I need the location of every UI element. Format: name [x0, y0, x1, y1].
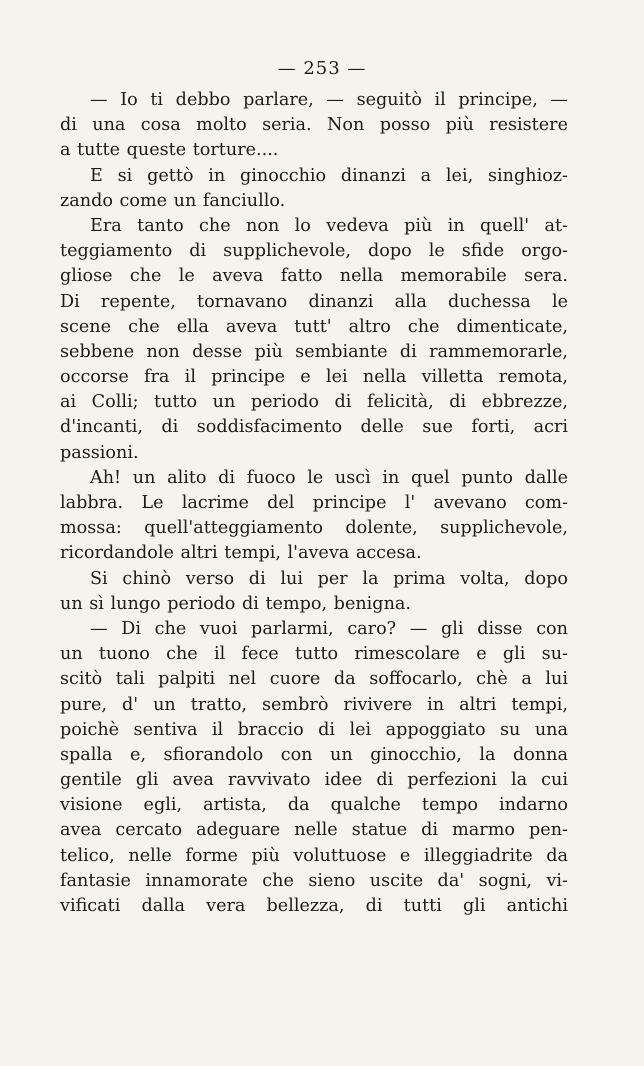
text-line: a tutte queste torture....	[60, 140, 279, 161]
text-line: un tuono che il fece tutto rimescolare e gli su-	[60, 644, 568, 665]
text-line: zando come un fanciullo.	[60, 190, 286, 211]
text-line: sebbene non desse più sembiante di rammemorarle,	[60, 341, 568, 362]
text-line: Di repente, tornavano dinanzi alla duchessa le	[60, 291, 568, 312]
text-line: vificati dalla vera bellezza, di tutti gli antichi	[60, 896, 568, 916]
body-text	[60, 88, 568, 919]
text-line: — Io ti debbo parlare, — seguitò il principe, —	[90, 90, 568, 110]
text-line: scitò tali palpiti nel cuore da soffocarlo, chè a lui	[60, 669, 568, 690]
text-line: di una cosa molto seria. Non posso più resistere	[60, 115, 568, 136]
text-line: — Di che vuoi parlarmi, caro? — gli disse con	[90, 618, 568, 639]
text-line: mossa: quell'atteggiamento dolente, supplichevole,	[60, 518, 568, 539]
text-line: Ah! un alito di fuoco le uscì in quel punto dalle	[90, 467, 568, 488]
text-line: d'incanti, di soddisfacimento delle sue forti, acri	[60, 417, 568, 438]
text-line: teggiamento di supplichevole, dopo le sfide orgo-	[60, 241, 568, 262]
text-line: pure, d' un tratto, sembrò rivivere in altri tempi,	[60, 694, 568, 715]
text-line: poichè sentiva il braccio di lei appoggiato su una	[60, 719, 568, 740]
text-line: passioni.	[60, 442, 139, 463]
text-line: ricordandole altri tempi, l'aveva accesa.	[60, 543, 422, 564]
text-line: spalla e, sfiorandolo con un ginocchio, la donna	[60, 744, 568, 765]
text-line: E si gettò in ginocchio dinanzi a lei, singhioz-	[90, 165, 568, 186]
text-line: Era tanto che non lo vedeva più in quell' at-	[90, 215, 568, 236]
text-line: occorse fra il principe e lei nella villetta remota,	[60, 367, 568, 388]
text-line: labbra. Le lacrime del principe l' avevano com-	[60, 493, 568, 513]
page-number: — 253 —	[277, 58, 367, 79]
text-line: gentile gli avea ravvivato idee di perfezioni la cui	[60, 770, 568, 791]
text-line: fantasie innamorate che sieno uscite da' sogni, vi-	[60, 870, 568, 891]
text-line: Si chinò verso di lui per la prima volta, dopo	[90, 568, 568, 589]
text-line: gliose che le aveva fatto nella memorabile sera.	[60, 266, 568, 287]
text-line: telico, nelle forme più voluttuose e illeggiadrite da	[60, 845, 568, 866]
text-line: avea cercato adeguare nelle statue di marmo pen-	[60, 820, 568, 841]
text-line: ai Colli; tutto un periodo di felicità, di ebbrezze,	[60, 392, 568, 413]
text-line: un sì lungo periodo di tempo, benigna.	[60, 593, 411, 614]
text-line: visione egli, artista, da qualche tempo indarno	[60, 795, 568, 816]
text-line: scene che ella aveva tutt' altro che dimenticate,	[60, 316, 568, 337]
